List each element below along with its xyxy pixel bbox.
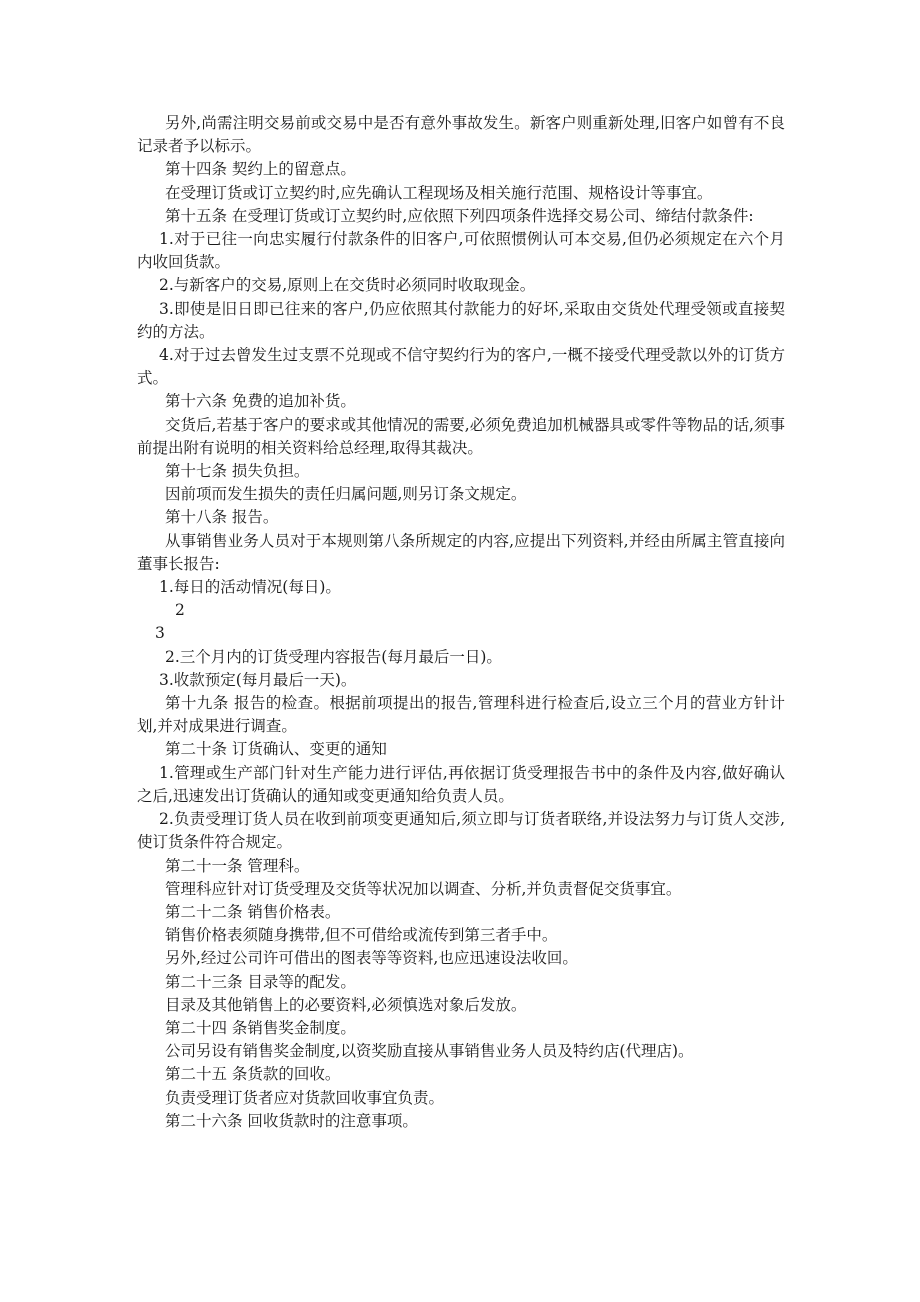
paragraph: 目录及其他销售上的必要资料,必须慎选对象后发放。 <box>165 995 527 1014</box>
paragraph: 另外,经过公司许可借出的图表等等资料,也应迅速设法收回。 <box>165 949 578 968</box>
paragraph: 第十四条 契约上的留意点。 <box>165 160 356 179</box>
paragraph: 1.管理或生产部门针对生产能力进行评估,再依据订货受理报告书中的条件及内容,做好确认之后,迅速发出订货确认的通知或变更通知给负责人员。 <box>137 763 785 805</box>
paragraph: 2.负责受理订货人员在收到前项变更通知后,须立即与订货者联络,并设法努力与订货人交涉,使订货条件符合规定。 <box>137 810 785 852</box>
paragraph: 第十五条 在受理订货或订立契约时,应依照下列四项条件选择交易公司、缔结付款条件: <box>165 206 754 225</box>
paragraph: 第十九条 报告的检查。根据前项提出的报告,管理科进行检查后,设立三个月的营业方针计划,并对成果进行调查。 <box>137 694 785 736</box>
paragraph: 2.与新客户的交易,原则上在交货时必须同时收取现金。 <box>159 276 536 295</box>
paragraph: 3 <box>155 624 165 643</box>
paragraph: 公司另设有销售奖金制度,以资奖励直接从事销售业务人员及特约店(代理店)。 <box>165 1042 694 1061</box>
paragraph: 第二十一条 管理科。 <box>165 856 310 875</box>
paragraph: 第十六条 免费的追加补货。 <box>165 392 356 411</box>
paragraph: 2.三个月内的订货受理内容报告(每月最后一日)。 <box>165 647 502 666</box>
paragraph: 第十八条 报告。 <box>165 508 279 527</box>
paragraph: 第二十六条 回收货款时的注意事项。 <box>165 1111 418 1130</box>
paragraph: 从事销售业务人员对于本规则第八条所规定的内容,应提出下列资料,并经由所属主管直接向董事长报告: <box>137 531 785 573</box>
paragraph: 3.即使是旧日即已往来的客户,仍应依照其付款能力的好坏,采取由交货处代理受领或直接契约的方法。 <box>137 299 785 341</box>
paragraph: 第二十四 条销售奖金制度。 <box>165 1018 356 1037</box>
paragraph: 第二十二条 销售价格表。 <box>165 902 341 921</box>
paragraph: 第二十三条 目录等的配发。 <box>165 972 356 991</box>
paragraph: 1.对于已往一向忠实履行付款条件的旧客户,可依照惯例认可本交易,但仍必须规定在六个月内收回货款。 <box>137 230 785 272</box>
paragraph: 负责受理订货者应对货款回收事宜负责。 <box>165 1088 445 1107</box>
paragraph: 4.对于过去曾发生过支票不兑现或不信守契约行为的客户,一概不接受代理受款以外的订货方式。 <box>137 346 785 388</box>
paragraph: 1.每日的活动情况(每日)。 <box>159 578 341 597</box>
paragraph: 管理科应针对订货受理及交货等状况加以调查、分析,并负责督促交货事宜。 <box>165 879 682 898</box>
paragraph: 销售价格表须随身携带,但不可借给或流传到第三者手中。 <box>165 926 558 945</box>
paragraph: 在受理订货或订立契约时,应先确认工程现场及相关施行范围、规格设计等事宜。 <box>165 183 713 202</box>
paragraph: 第二十条 订货确认、变更的通知 <box>165 740 387 759</box>
paragraph: 因前项而发生损失的责任归属问题,则另订条文规定。 <box>165 485 527 504</box>
paragraph: 3.收款预定(每月最后一天)。 <box>159 670 357 689</box>
paragraph: 交货后,若基于客户的要求或其他情况的需要,必须免费追加机械器具或零件等物品的话,须事前提出附有说明的相关资料给总经理,取得其裁决。 <box>137 415 785 457</box>
paragraph: 第二十五 条货款的回收。 <box>165 1065 341 1084</box>
paragraph: 2 <box>175 601 185 620</box>
paragraph: 第十七条 损失负担。 <box>165 462 310 481</box>
document-body <box>137 112 785 1133</box>
paragraph: 另外,尚需注明交易前或交易中是否有意外事故发生。新客户则重新处理,旧客户如曾有不良记录者予以标示。 <box>137 114 785 156</box>
